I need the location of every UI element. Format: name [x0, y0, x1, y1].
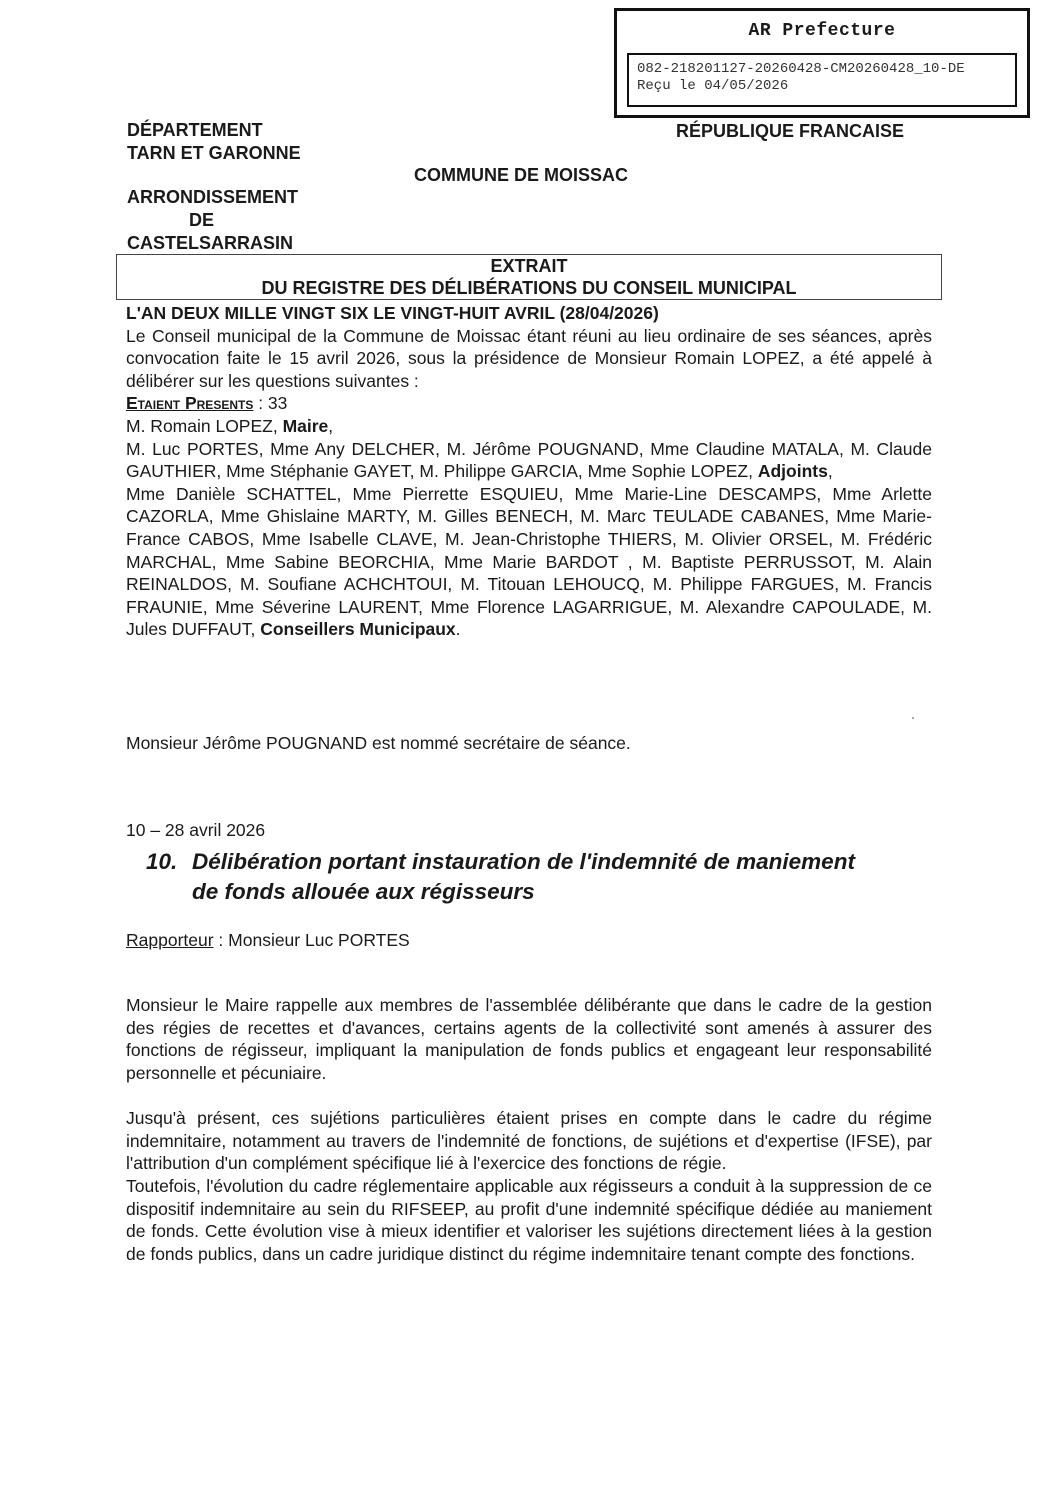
departement-block — [127, 119, 301, 165]
paragraph-2: Jusqu'à présent, ces sujétions particulières étaient prises en compte dans le cadre du régime indemnitaire, notamment au travers de l'indemnité de fonctions, de sujétions et d'expertise (IFSE), par l'attribution d'un complément spécifique lié à l'exercice des fonctions de régie. — [126, 1108, 932, 1174]
commune-label: COMMUNE DE MOISSAC — [414, 165, 629, 185]
paragraph-3: Toutefois, l'évolution du cadre réglementaire applicable aux régisseurs a conduit à la suppression de ce dispositif indemnitaire au sein du RIFSEEP, au profit d'une indemnité spécifique dédiée au maniement de fonds. Cette évolution vise à mieux identifier et valoriser les sujétions directement liées à la gestion de fonds publics, dans un cadre juridique distinct du régime indemnitaire tenant compte des fonctions. — [126, 1176, 932, 1264]
stamp-reference: 082-218201127-20260428-CM20260428_10-DE — [637, 61, 965, 77]
adjoints-role: Adjoints — [757, 461, 828, 482]
presents-line — [126, 392, 932, 415]
extrait-subtitle: DU REGISTRE DES DÉLIBÉRATIONS DU CONSEIL MUNICIPAL — [261, 278, 797, 298]
paragraph-1: Monsieur le Maire rappelle aux membres de l'assemblée délibérante que dans le cadre de la gestion des régies de recettes et d'avances, certains agents de la collectivité sont amenés à assurer des fonctions de régisseur, impliquant la manipulation de fonds publics et engageant leur responsabilité personnelle et pécuniaire. — [126, 995, 932, 1083]
item-title — [146, 847, 946, 907]
session-date-line: L'AN DEUX MILLE VINGT SIX LE VINGT-HUIT AVRIL (28/04/2026) — [126, 303, 659, 323]
maire-suffix: , — [328, 415, 334, 436]
arrondissement-name: CASTELSARRASIN — [127, 233, 294, 253]
stamp-details — [627, 53, 1017, 107]
presents-count: : 33 — [253, 393, 288, 414]
republique-label: RÉPUBLIQUE FRANCAISE — [676, 121, 905, 141]
rapporteur-label: Rapporteur — [126, 930, 214, 950]
stamp-title: AR Prefecture — [748, 21, 896, 41]
conseillers-paragraph — [126, 483, 932, 641]
departement-label: DÉPARTEMENT — [127, 120, 263, 140]
adjoints-names: M. Luc PORTES, Mme Any DELCHER, M. Jérôme POUGNAND, Mme Claudine MATALA, M. Claude GAUTHIER, Mme Stéphanie GAYET, M. Philippe GARCIA, Mme Sophie LOPEZ, — [126, 438, 932, 482]
item-number: 10. — [146, 849, 178, 874]
ar-prefecture-stamp — [614, 8, 1030, 118]
conseillers-role: Conseillers Municipaux — [260, 619, 456, 640]
conseillers-suffix: . — [455, 619, 461, 640]
adjoints-suffix: , — [827, 461, 833, 482]
departement-name: TARN ET GARONNE — [127, 143, 301, 163]
rapporteur-value: : Monsieur Luc PORTES — [213, 930, 410, 950]
item-ref-date: 10 – 28 avril 2026 — [126, 820, 266, 840]
extrait-title: EXTRAIT — [490, 256, 568, 276]
conseillers-names: Mme Danièle SCHATTEL, Mme Pierrette ESQUIEU, Mme Marie-Line DESCAMPS, Mme Arlette CAZORLA, Mme Ghislaine MARTY, M. Gilles BENECH, M. Marc TEULADE CABANES, Mme Marie-France CABOS, Mme Isabelle CLAVE, M. Jean-Christophe THIERS, M. Olivier ORSEL, M. Frédéric MARCHAL, Mme Sabine BEORCHIA, Mme Marie BARDOT , M. Baptiste PERRUSSOT, M. Alain REINALDOS, M. Soufiane ACHCHTOUI, M. Titouan LEHOUCQ, M. Philippe FARGUES, M. Francis FRAUNIE, Mme Séverine LAURENT, Mme Florence LAGARRIGUE, M. Alexandre CAPOULADE, M. Jules DUFFAUT, — [126, 483, 932, 640]
stamp-received-date: Reçu le 04/05/2026 — [637, 78, 789, 94]
arrondissement-block — [127, 186, 298, 255]
session-intro: Le Conseil municipal de la Commune de Moissac étant réuni au lieu ordinaire de ses séances, après convocation faite le 15 avril 2026, sous la présidence de Monsieur Romain LOPEZ, a été appelé à délibérer sur les questions suivantes : — [126, 325, 932, 391]
maire-role: Maire — [282, 415, 329, 436]
maire-name: M. Romain LOPEZ, — [126, 415, 283, 436]
scan-speck — [912, 717, 914, 719]
rapporteur-line — [126, 929, 932, 952]
arrondissement-label: ARRONDISSEMENT — [127, 187, 299, 207]
session-block — [126, 302, 932, 641]
item-title-line2: de fonds allouée aux régisseurs — [192, 879, 535, 904]
maire-line — [126, 415, 932, 438]
presents-label: Etaient Presents — [126, 393, 254, 414]
secretaire-line: Monsieur Jérôme POUGNAND est nommé secrétaire de séance. — [126, 733, 631, 753]
extrait-heading-box — [116, 254, 942, 300]
adjoints-paragraph — [126, 438, 932, 483]
arrondissement-de: DE — [189, 210, 215, 230]
item-title-line1: Délibération portant instauration de l'indemnité de maniement — [192, 849, 855, 874]
